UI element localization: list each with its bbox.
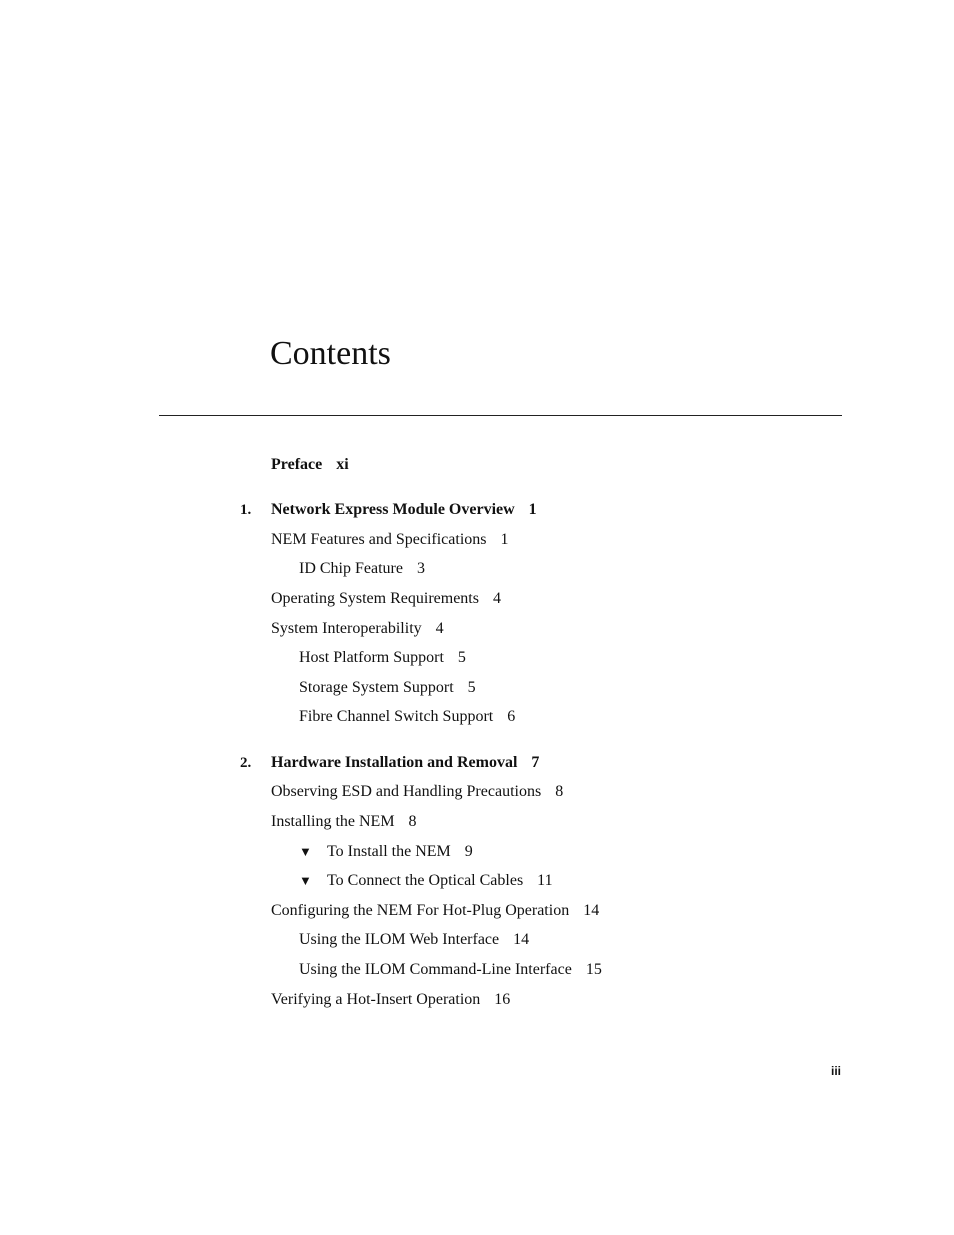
toc-entry-label: Hardware Installation and Removal: [271, 754, 518, 771]
toc-entry-label: System Interoperability: [271, 620, 422, 637]
toc-entry-label: To Install the NEM: [327, 843, 451, 860]
page-title: Contents: [270, 335, 391, 372]
toc-subentry[interactable]: [299, 678, 476, 698]
toc-entry-page: 6: [507, 708, 516, 725]
toc-entry-page: 15: [585, 961, 602, 978]
toc-subentry[interactable]: [299, 559, 425, 579]
toc-entry-label: Observing ESD and Handling Precautions: [271, 783, 542, 800]
toc-entry-page: 1: [528, 501, 537, 518]
toc-entry-page: 1: [500, 531, 509, 548]
toc-entry-page: 4: [492, 590, 501, 607]
toc-entry-page: 8: [555, 783, 564, 800]
toc-entry[interactable]: [271, 589, 501, 609]
toc-entry-page: 3: [416, 560, 425, 577]
chapter-number: 2.: [240, 755, 252, 771]
toc-chapter-1[interactable]: [271, 500, 537, 520]
toc-subentry[interactable]: [299, 648, 466, 668]
toc-procedure[interactable]: [327, 842, 473, 862]
toc-entry[interactable]: [271, 901, 599, 921]
procedure-triangle-icon: ▼: [299, 873, 312, 888]
toc-entry-page: 5: [457, 649, 466, 666]
procedure-triangle-icon: ▼: [299, 844, 312, 859]
toc-entry-label: Storage System Support: [299, 679, 454, 696]
toc-entry-label: Configuring the NEM For Hot-Plug Operation: [271, 902, 570, 919]
toc-entry-page: 5: [467, 679, 476, 696]
toc-entry[interactable]: [271, 782, 563, 802]
page-number: iii: [831, 1064, 842, 1078]
toc-entry-label: Verifying a Hot-Insert Operation: [271, 991, 481, 1008]
toc-entry-page: 9: [464, 843, 473, 860]
toc-procedure[interactable]: [327, 871, 553, 891]
toc-entry-label: Preface: [271, 456, 323, 473]
toc-entry-label: Using the ILOM Command-Line Interface: [299, 961, 572, 978]
toc-entry-label: NEM Features and Specifications: [271, 531, 487, 548]
title-rule: [159, 415, 842, 416]
toc-entry[interactable]: [271, 812, 417, 832]
toc-entry-preface[interactable]: [271, 455, 349, 475]
toc-entry[interactable]: [271, 530, 509, 550]
toc-subentry[interactable]: [299, 707, 515, 727]
toc-entry[interactable]: [271, 990, 510, 1010]
toc-entry-label: Operating System Requirements: [271, 590, 479, 607]
toc-entry-page: 11: [537, 872, 553, 889]
toc-entry-page: 8: [408, 813, 417, 830]
toc-entry-label: To Connect the Optical Cables: [327, 872, 524, 889]
toc-entry-page: 4: [435, 620, 444, 637]
toc-subentry[interactable]: [299, 930, 529, 950]
toc-entry-label: ID Chip Feature: [299, 560, 403, 577]
toc-entry-page: 16: [494, 991, 511, 1008]
toc-entry[interactable]: [271, 619, 444, 639]
toc-chapter-2[interactable]: [271, 753, 539, 773]
toc-entry-label: Network Express Module Overview: [271, 501, 515, 518]
toc-entry-page: 7: [531, 754, 540, 771]
toc-entry-label: Installing the NEM: [271, 813, 395, 830]
toc-entry-label: Fibre Channel Switch Support: [299, 708, 494, 725]
toc-entry-page: xi: [336, 456, 349, 473]
toc-entry-page: 14: [513, 931, 530, 948]
toc-subentry[interactable]: [299, 960, 602, 980]
toc-entry-label: Host Platform Support: [299, 649, 444, 666]
chapter-number: 1.: [240, 502, 252, 518]
toc-entry-label: Using the ILOM Web Interface: [299, 931, 500, 948]
toc-entry-page: 14: [583, 902, 600, 919]
